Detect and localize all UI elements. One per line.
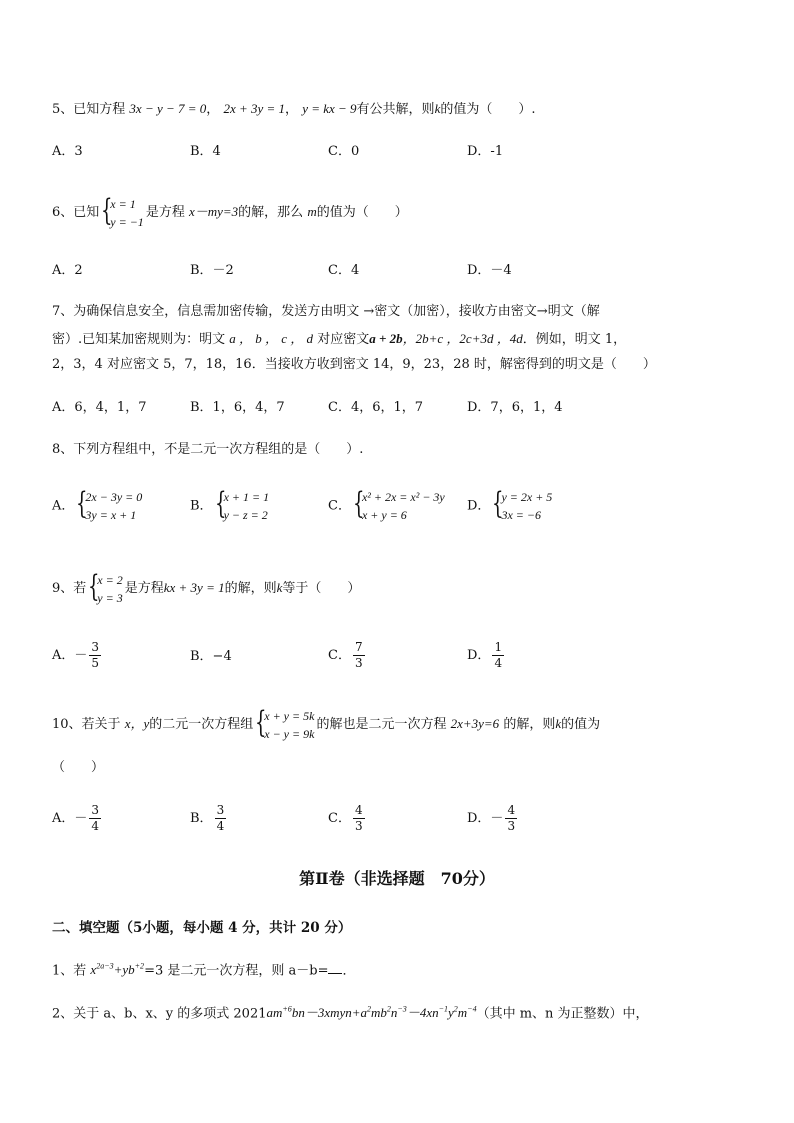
q7-line2-a: 密）.已知某加密规则为：明文 bbox=[52, 332, 226, 347]
q7-cipher-1: a + 2b bbox=[369, 331, 403, 346]
q10-option-c bbox=[328, 803, 367, 834]
q7-cipher-rest: ，2b+c ，2c+3d ，4d bbox=[402, 331, 523, 346]
brace-icon: { bbox=[101, 192, 113, 228]
q5-equation-1: 3x − y − 7 = 0 bbox=[129, 101, 207, 116]
q8-d-row-1: y = 2x + 5 bbox=[501, 490, 553, 504]
q10-prefix: 10、若关于 bbox=[52, 717, 121, 732]
q6-suffix: 的值为（ ） bbox=[316, 205, 408, 220]
q10-option-d-fraction bbox=[505, 803, 517, 834]
q8-option-d bbox=[467, 488, 554, 525]
q9-option-c-fraction bbox=[353, 640, 365, 671]
f1-prefix: 1、若 bbox=[52, 963, 87, 979]
q7-line-2 bbox=[52, 330, 626, 349]
q9-option-a-fraction bbox=[89, 640, 101, 671]
q7-line-1: 7、为确保信息安全，信息需加密传输，发送方由明文 →密文（加密），接收方由密文→明文（解 bbox=[52, 304, 600, 319]
answer-blank[interactable] bbox=[328, 973, 342, 974]
q5-suffix: 的值为（ ）. bbox=[440, 102, 536, 117]
q10-option-b-fraction bbox=[215, 803, 227, 834]
q9-equation: kx + 3y = 1 bbox=[163, 580, 225, 595]
q8-c-row-2: x + y = 6 bbox=[361, 508, 407, 522]
brace-icon: { bbox=[352, 486, 365, 521]
q8-option-c-label: C． bbox=[328, 498, 351, 514]
q10-suffix: 的值为 bbox=[561, 717, 601, 732]
q6-system bbox=[101, 192, 144, 231]
q7-option-b: B．1，6，4，7 bbox=[190, 400, 285, 415]
q9-option-b: B．−4 bbox=[190, 649, 232, 664]
f1-suffix: =3 是二元一次方程，则 a－b= bbox=[144, 963, 329, 979]
q8-d-row-2: 3x = −6 bbox=[501, 508, 541, 522]
q8-option-c-system bbox=[353, 488, 445, 524]
q10-option-c-fraction bbox=[353, 803, 365, 834]
brace-icon: { bbox=[255, 704, 267, 740]
q9-suffix: 等于（ ） bbox=[282, 581, 361, 596]
q8-option-a-label: A． bbox=[52, 498, 75, 514]
brace-icon: { bbox=[492, 486, 504, 521]
q8-b-row-1: x + 1 = 1 bbox=[223, 490, 270, 504]
f2-prefix: 2、关于 a、b、x、y 的多项式 2021 bbox=[52, 1006, 267, 1022]
fraction-denominator: 5 bbox=[91, 656, 100, 670]
q7-line2-b: 对应密文 bbox=[317, 332, 370, 347]
q10-system-row-1: x + y = 5k bbox=[264, 708, 315, 723]
q5-equation-3: y = kx − 9 bbox=[302, 101, 357, 116]
q8-option-b-system bbox=[215, 488, 270, 524]
fraction-denominator: 4 bbox=[216, 819, 225, 833]
q10-option-b bbox=[190, 803, 228, 834]
question-10 bbox=[52, 706, 600, 743]
q10-system-row-2: x − y = 9k bbox=[264, 726, 315, 741]
q6-system-row-1: x = 1 bbox=[110, 196, 136, 211]
fraction-numerator: 3 bbox=[216, 803, 225, 817]
q9-system bbox=[88, 568, 123, 607]
q9-option-c bbox=[328, 640, 367, 671]
q10-mid2: 的解也是二元一次方程 bbox=[316, 717, 447, 732]
q10-option-d-label: D．－ bbox=[467, 811, 504, 826]
section-2-title: 二、填空题（5小题，每小题 4 分，共计 20 分） bbox=[52, 920, 352, 936]
fraction-numerator: 3 bbox=[91, 803, 100, 817]
brace-icon: { bbox=[88, 568, 100, 604]
q8-a-row-2: 3y = x + 1 bbox=[85, 508, 137, 522]
q8-b-row-2: y − z = 2 bbox=[223, 508, 268, 522]
q8-option-c bbox=[328, 488, 447, 525]
q8-option-b bbox=[190, 488, 271, 525]
q8-a-row-1: 2x − 3y = 0 bbox=[85, 490, 143, 504]
fraction-numerator: 4 bbox=[354, 803, 363, 817]
q9-system-row-2: y = 3 bbox=[97, 590, 123, 605]
q6-option-c: C．4 bbox=[328, 263, 360, 278]
q10-option-a bbox=[52, 803, 103, 834]
q9-option-a-label: A．－ bbox=[52, 648, 88, 663]
f2-expression: $am^{+6}bn-3xmyn+a^2mb^2n^{-3}-4xn^{-1}y^2m^{-4}$ bbox=[266, 1005, 477, 1021]
q10-vars: x，y bbox=[124, 716, 150, 731]
q7-plain-vars: a ， b ， c ， d bbox=[229, 331, 314, 346]
q9-option-d-fraction bbox=[492, 640, 504, 671]
q5-option-b: B．4 bbox=[190, 144, 221, 159]
fraction-numerator: 3 bbox=[91, 640, 100, 654]
q9-option-c-label: C． bbox=[328, 648, 351, 663]
q5-var: k bbox=[434, 101, 441, 116]
brace-icon: { bbox=[214, 486, 227, 521]
q6-option-b: B．－2 bbox=[190, 263, 234, 278]
q5-mid: 有公共解，则 bbox=[356, 102, 435, 117]
question-5 bbox=[52, 100, 535, 119]
f2-suffix: （其中 m、n 为正整数）中， bbox=[476, 1006, 649, 1022]
q10-var: k bbox=[555, 716, 562, 731]
q9-option-d bbox=[467, 640, 506, 671]
fraction-denominator: 3 bbox=[507, 819, 516, 833]
q6-option-a: A．2 bbox=[52, 263, 83, 278]
q8-option-a-system bbox=[76, 488, 142, 524]
q6-mid: 是方程 bbox=[145, 205, 185, 220]
q9-mid2: 的解，则 bbox=[224, 581, 277, 596]
fill-question-1 bbox=[52, 958, 355, 980]
q5-prefix: 5、已知方程 bbox=[52, 102, 126, 117]
q5-equation-2: 2x + 3y = 1 bbox=[223, 101, 286, 116]
q6-var: m bbox=[307, 204, 317, 219]
q7-option-a: A．6，4，1，7 bbox=[52, 400, 147, 415]
f1-end: ． bbox=[342, 963, 356, 979]
q8-option-d-label: D． bbox=[467, 498, 491, 514]
q9-system-row-1: x = 2 bbox=[97, 572, 123, 587]
q6-option-d: D．－4 bbox=[467, 263, 512, 278]
fraction-numerator: 1 bbox=[494, 640, 503, 654]
q5-sep-1: ， bbox=[206, 102, 220, 117]
q6-mid2: 的解，那么 bbox=[238, 205, 304, 220]
part-2-heading: 第Ⅱ卷（非选择题 70分） bbox=[299, 869, 495, 888]
q10-option-b-label: B． bbox=[190, 811, 213, 826]
q5-option-a: A．3 bbox=[52, 144, 83, 159]
question-6 bbox=[52, 194, 408, 231]
q10-line-2: （ ） bbox=[52, 760, 105, 775]
q8-option-b-label: B． bbox=[190, 498, 213, 514]
q7-line2-d: ．例如，明文 1， bbox=[522, 332, 627, 347]
q8-option-a bbox=[52, 488, 144, 525]
q10-option-a-fraction bbox=[89, 803, 101, 834]
q5-sep-2: ， bbox=[285, 102, 299, 117]
brace-icon: { bbox=[76, 486, 88, 521]
q7-option-c: C．4，6，1，7 bbox=[328, 400, 424, 415]
f1-expression: $x^{2a-3}+yb^{+2}$ bbox=[90, 962, 145, 978]
q5-option-d: D．-1 bbox=[467, 144, 504, 159]
question-9 bbox=[52, 570, 360, 607]
q9-prefix: 9、若 bbox=[52, 581, 87, 596]
q10-mid3: 的解，则 bbox=[503, 717, 556, 732]
fraction-numerator: 4 bbox=[507, 803, 516, 817]
q8-text: 8、下列方程组中，不是二元一次方程组的是（ ）. bbox=[52, 442, 364, 457]
q10-option-a-label: A．－ bbox=[52, 811, 88, 826]
q7-option-d: D．7，6，1，4 bbox=[467, 400, 563, 415]
q10-option-d bbox=[467, 803, 519, 834]
q10-mid: 的二元一次方程组 bbox=[149, 717, 254, 732]
q9-var: k bbox=[276, 580, 283, 595]
fraction-denominator: 3 bbox=[354, 656, 363, 670]
q9-option-a bbox=[52, 640, 103, 671]
q6-system-row-2: y = −1 bbox=[110, 214, 144, 229]
fill-question-2 bbox=[52, 1001, 649, 1023]
q10-equation: 2x+3y=6 bbox=[450, 716, 500, 731]
q10-option-c-label: C． bbox=[328, 811, 351, 826]
q6-prefix: 6、已知 bbox=[52, 205, 100, 220]
q7-line-3: 2，3，4 对应密文 5，7，18，16．当接收方收到密文 14，9，23，28 时，解密得到的明文是（ ） bbox=[52, 357, 656, 372]
fraction-numerator: 7 bbox=[354, 640, 363, 654]
fraction-denominator: 4 bbox=[91, 819, 100, 833]
q9-option-d-label: D． bbox=[467, 648, 491, 663]
q8-option-d-system bbox=[492, 488, 552, 524]
q10-system bbox=[255, 704, 315, 743]
q6-equation: x－my=3 bbox=[188, 204, 239, 219]
q5-option-c: C．0 bbox=[328, 144, 360, 159]
q9-mid: 是方程 bbox=[124, 581, 164, 596]
fraction-denominator: 4 bbox=[494, 656, 503, 670]
q8-c-row-1: x² + 2x = x² − 3y bbox=[361, 490, 445, 504]
fraction-denominator: 3 bbox=[354, 819, 363, 833]
